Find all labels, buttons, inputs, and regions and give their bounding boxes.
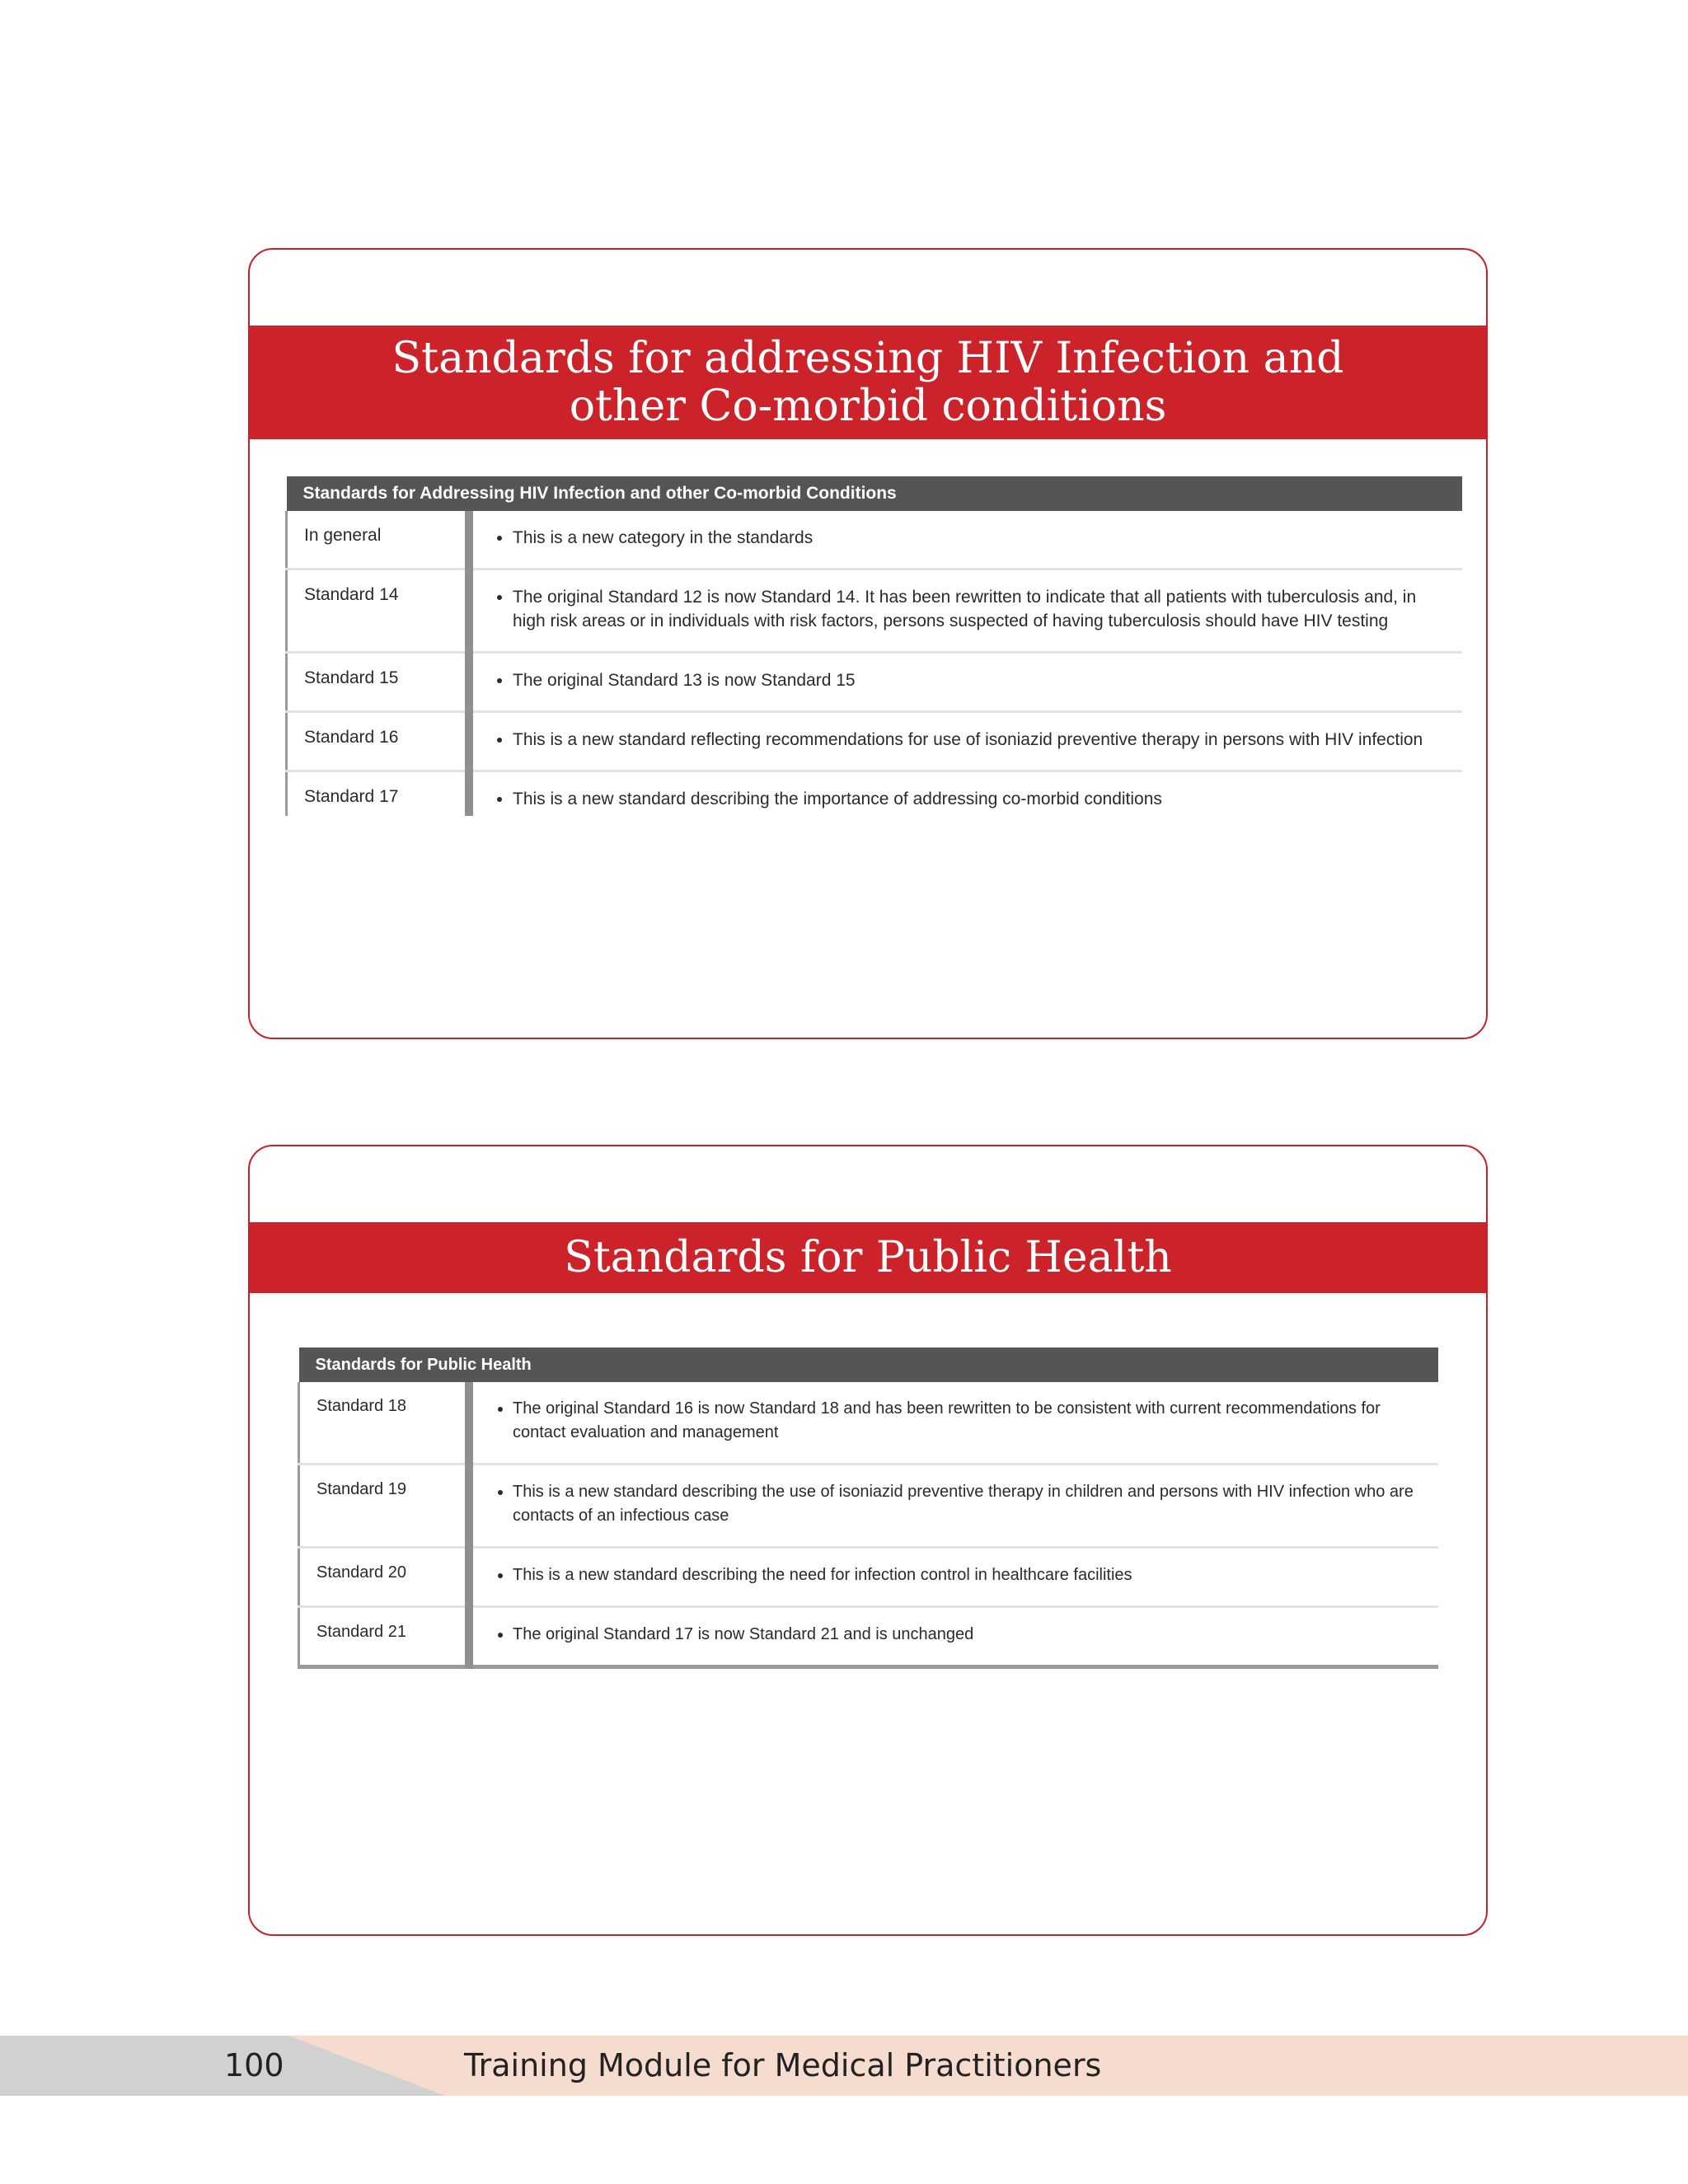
slide-public-health — [248, 1145, 1488, 1936]
page-footer — [0, 2036, 1688, 2096]
table-row — [299, 1382, 1439, 1465]
row-text: • The original Standard 16 is now Standard 18 and has been rewritten to be consistent with current recommendations for contact evaluation and management — [513, 1397, 1422, 1445]
row-label: Standard 15 — [287, 653, 470, 712]
slide-title — [250, 326, 1486, 439]
table-row — [287, 569, 1463, 653]
row-text: • The original Standard 13 is now Standard 15 — [513, 668, 1446, 692]
slide-hiv-comorbid — [248, 248, 1488, 1039]
row-label: Standard 19 — [299, 1465, 470, 1548]
slide-title-line: Standards for Public Health — [564, 1233, 1172, 1282]
standards-table — [298, 1347, 1438, 1669]
page-number: 100 — [224, 2047, 284, 2083]
table-header: Standards for Public Health — [299, 1347, 1439, 1382]
row-label: Standard 16 — [287, 712, 470, 771]
row-label: Standard 20 — [299, 1548, 470, 1607]
table-row — [287, 511, 1463, 569]
footer-title: Training Module for Medical Practitioners — [464, 2047, 1102, 2083]
slide-title-line: Standards for addressing HIV Infection and — [392, 334, 1344, 383]
table-row — [299, 1548, 1439, 1607]
row-text: • The original Standard 12 is now Standard 14. It has been rewritten to indicate that all patients with tuberculosis and, in high risk areas or in individuals with risk factors, persons suspected of having tuberculosis should have HIV testing — [513, 585, 1446, 633]
standards-table — [285, 476, 1462, 816]
table-row — [287, 653, 1463, 712]
table-row — [299, 1607, 1439, 1667]
row-text: • The original Standard 17 is now Standard 21 and is unchanged — [513, 1623, 1422, 1647]
row-text: • This is a new standard describing the use of isoniazid preventive therapy in children and persons with HIV infection who are contacts of an infectious case — [513, 1480, 1422, 1528]
slide-title-line: other Co-morbid conditions — [569, 382, 1167, 431]
table-row — [287, 771, 1463, 817]
row-label: Standard 14 — [287, 569, 470, 653]
row-label: Standard 21 — [299, 1607, 470, 1667]
row-text: • This is a new standard reflecting recommendations for use of isoniazid preventive therapy in persons with HIV infection — [513, 728, 1446, 752]
table-row — [287, 712, 1463, 771]
table-row — [299, 1465, 1439, 1548]
row-label: Standard 18 — [299, 1382, 470, 1465]
slide-title — [250, 1222, 1486, 1293]
row-label: Standard 17 — [287, 771, 470, 817]
table-header: Standards for Addressing HIV Infection and other Co-morbid Conditions — [287, 476, 1463, 511]
row-text: • This is a new category in the standards — [513, 526, 1446, 550]
row-label: In general — [287, 511, 470, 569]
row-text: • This is a new standard describing the importance of addressing co-morbid conditions — [513, 787, 1446, 811]
row-text: • This is a new standard describing the need for infection control in healthcare facilities — [513, 1563, 1422, 1587]
